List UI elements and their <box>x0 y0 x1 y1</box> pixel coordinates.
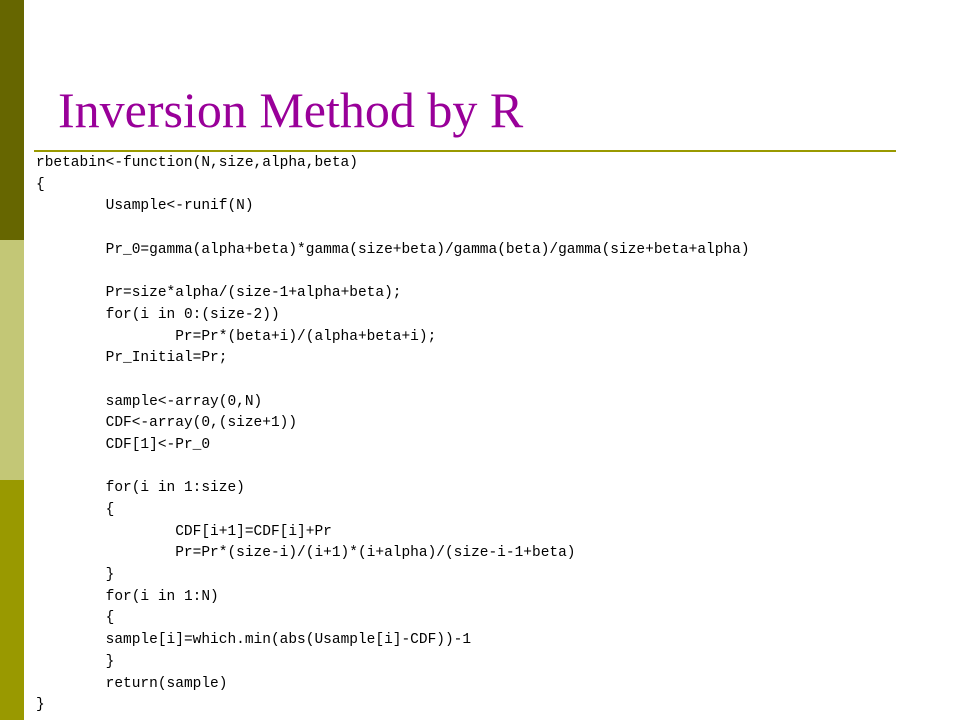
code-line: } <box>36 567 115 584</box>
code-line: { <box>36 610 115 627</box>
title-underline <box>34 150 896 152</box>
sidebar-band-top <box>0 0 24 240</box>
code-line: for(i in 0:(size-2)) <box>36 306 280 323</box>
code-line: } <box>36 697 45 714</box>
code-line: return(sample) <box>36 675 228 692</box>
sidebar-band-bottom <box>0 480 24 720</box>
code-line: Pr_Initial=Pr; <box>36 350 228 367</box>
code-line: for(i in 1:N) <box>36 588 219 605</box>
code-line <box>36 457 916 479</box>
code-line <box>36 218 916 240</box>
code-line: { <box>36 502 115 518</box>
code-line: CDF<-array(0,(size+1)) <box>36 415 298 432</box>
code-line: for(i in 1:size) <box>36 480 245 497</box>
code-line: Pr=size*alpha/(size-1+alpha+beta); <box>36 285 402 302</box>
code-line: Pr=Pr*(size-i)/(i+1)*(i+alpha)/(size-i-1+beta) <box>36 545 576 562</box>
code-line: { <box>36 176 45 193</box>
code-line: CDF[1]<-Pr_0 <box>36 436 211 453</box>
code-line: Pr_0=gamma(alpha+beta)*gamma(size+beta)/gamma(beta)/gamma(size+beta+alpha) <box>36 241 750 258</box>
sidebar-band-middle <box>0 240 24 480</box>
code-line: Pr=Pr*(beta+i)/(alpha+beta+i); <box>36 328 437 345</box>
code-listing <box>36 153 916 717</box>
code-line: } <box>36 653 115 670</box>
code-line <box>36 261 916 283</box>
code-line: Usample<-runif(N) <box>36 198 254 215</box>
slide-title: Inversion Method by R <box>58 82 524 138</box>
code-line: CDF[i+1]=CDF[i]+Pr <box>36 523 332 540</box>
code-line: sample[i]=which.min(abs(Usample[i]-CDF))-1 <box>36 632 472 649</box>
code-line <box>36 370 916 392</box>
code-line: sample<-array(0,N) <box>36 393 263 410</box>
code-line: rbetabin<-function(N,size,alpha,beta) <box>36 155 358 171</box>
